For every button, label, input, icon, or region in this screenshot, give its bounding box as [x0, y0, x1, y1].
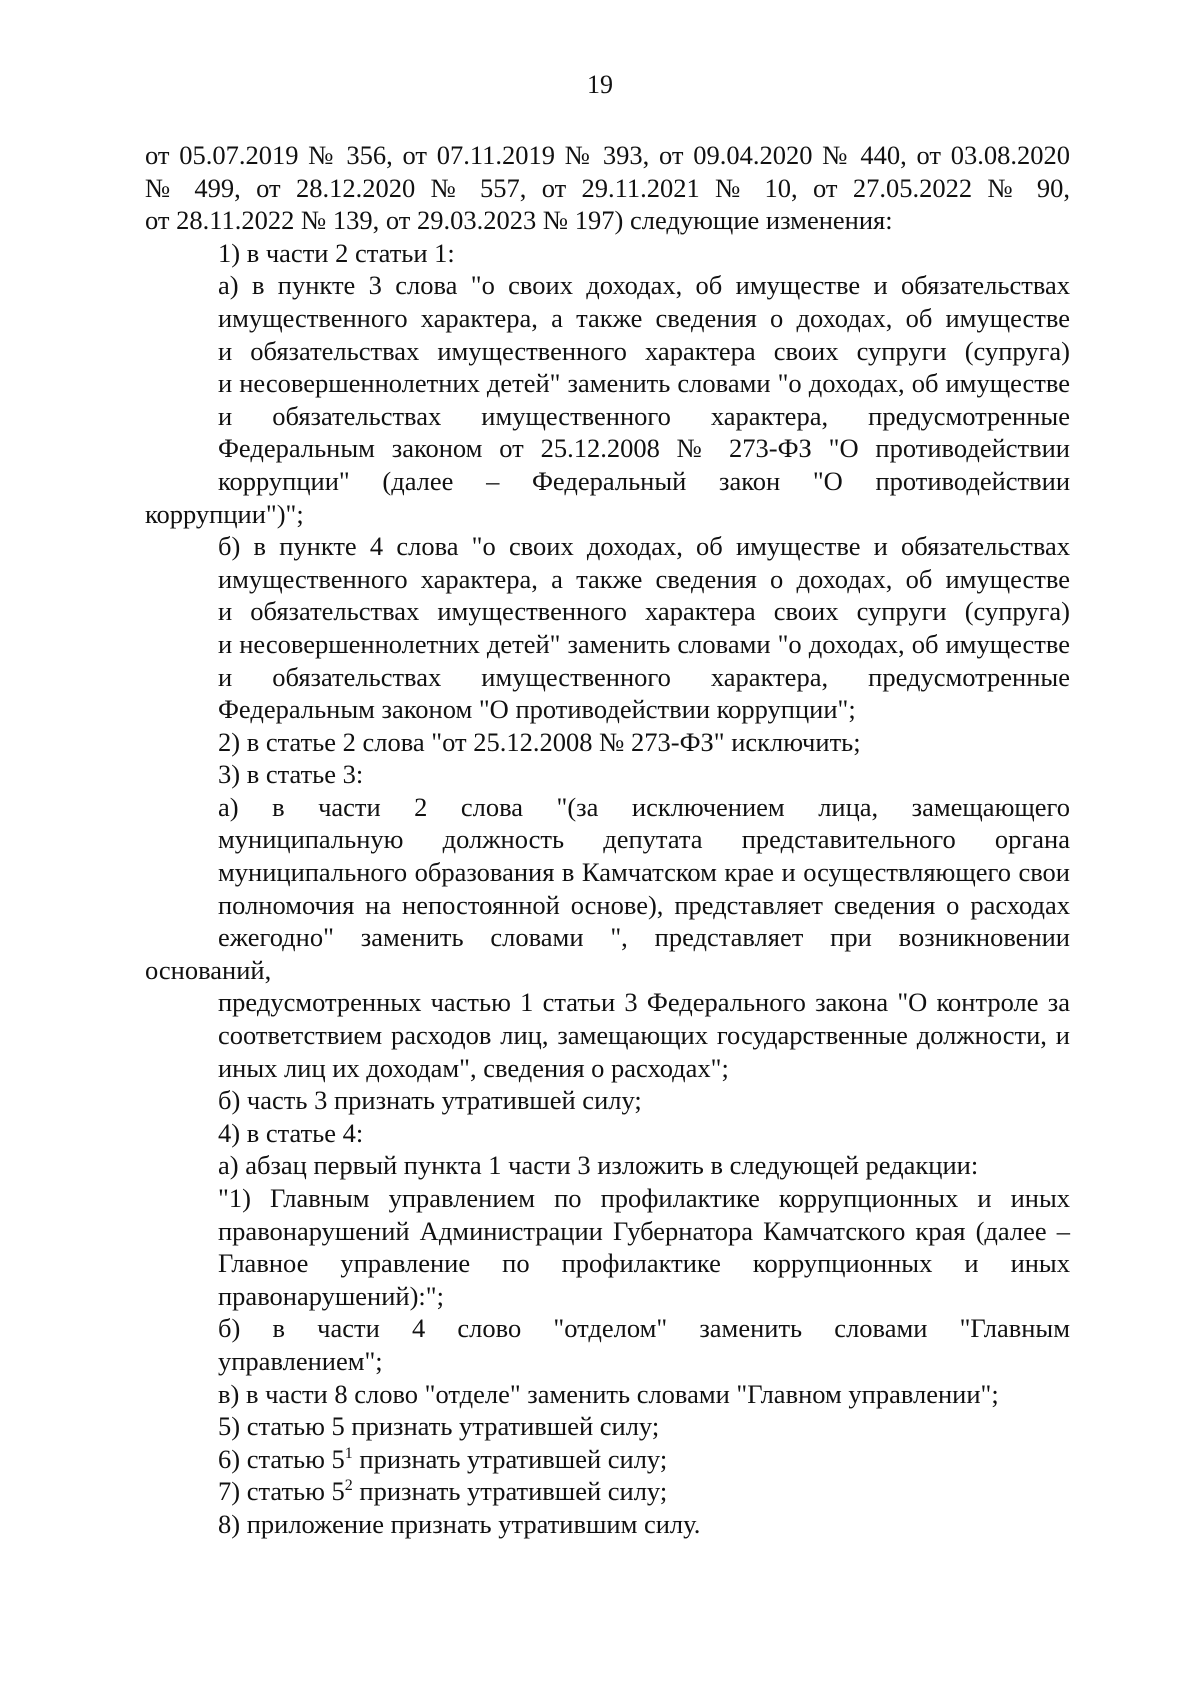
paragraph-item-4c — [145, 1378, 1070, 1411]
paragraph-item-6 — [145, 1443, 1070, 1476]
text-line: и несовершеннолетних детей" заменить словами "о доходах, об имуществе — [218, 368, 1070, 399]
paragraph-item-8 — [145, 1508, 1070, 1541]
text-line — [145, 1443, 1070, 1476]
text-line: б) в пункте 4 слова "о своих доходах, об имуществе и обязательствах — [218, 531, 1070, 562]
text-line: Федеральным законом "О противодействии коррупции"; — [218, 694, 856, 725]
text-segment: 7) статью 5 — [218, 1476, 345, 1507]
text-line: Главное управление по профилактике коррупционных и иных — [218, 1248, 1070, 1279]
paragraph-item-3a — [145, 791, 1070, 1084]
text-line: а) в пункте 3 слова "о своих доходах, об имуществе и обязательствах — [218, 270, 1070, 301]
paragraph-amendment-references — [145, 139, 1070, 237]
paragraph-item-4a — [145, 1149, 1070, 1182]
text-line: правонарушений):"; — [218, 1280, 444, 1311]
text-line: и обязательствах имущественного характера, предусмотренные — [218, 661, 1070, 692]
text-line: полномочия на непостоянной основе), представляет сведения о расходах — [218, 889, 1070, 920]
text-line: правонарушений Администрации Губернатора Камчатского края (далее – — [218, 1215, 1070, 1246]
text-line: в) в части 8 слово "отделе" заменить словами "Главном управлении"; — [218, 1378, 999, 1409]
paragraph-item-4 — [145, 1117, 1070, 1150]
text-segment: признать утратившей силу; — [352, 1476, 668, 1507]
superscript: 2 — [344, 1477, 353, 1495]
text-segment: 6) статью 5 — [218, 1443, 345, 1474]
text-line: 4) в статье 4: — [218, 1117, 364, 1148]
paragraph-item-3 — [145, 758, 1070, 791]
text-line: б) часть 3 признать утратившей силу; — [218, 1085, 642, 1116]
text-line: муниципальную должность депутата представительного органа — [218, 824, 1070, 855]
text-line: а) абзац первый пункта 1 части 3 изложить в следующей редакции: — [218, 1150, 979, 1181]
document-body — [145, 139, 1070, 1541]
superscript: 1 — [344, 1444, 353, 1462]
text-line: № 499, от 28.12.2020 № 557, от 29.11.2021 № 10, от 27.05.2022 № 90, — [145, 172, 1070, 203]
text-line: и обязательствах имущественного характера своих супруги (супруга) — [218, 596, 1070, 627]
text-line: имущественного характера, а также сведения о доходах, об имуществе — [218, 302, 1070, 333]
text-line: и обязательствах имущественного характера, предусмотренные — [218, 400, 1070, 431]
text-line: 2) в статье 2 слова "от 25.12.2008 № 273-ФЗ" исключить; — [218, 726, 861, 757]
text-line: 5) статью 5 признать утратившей силу; — [218, 1411, 660, 1442]
text-line: и несовершеннолетних детей" заменить словами "о доходах, об имуществе — [218, 628, 1070, 659]
paragraph-item-3b — [145, 1084, 1070, 1117]
text-line: 8) приложение признать утратившим силу. — [218, 1508, 701, 1539]
text-line — [145, 1475, 1070, 1508]
text-line: иных лиц их доходам", сведения о расходах"; — [218, 1052, 729, 1083]
text-line: 3) в статье 3: — [218, 759, 364, 790]
paragraph-item-5 — [145, 1410, 1070, 1443]
text-line: ежегодно" заменить словами ", представляет при возникновении оснований, — [145, 922, 1070, 985]
text-line: и обязательствах имущественного характера своих супруги (супруга) — [218, 335, 1070, 366]
paragraph-item-1b — [145, 530, 1070, 726]
text-line: Федеральным законом от 25.12.2008 № 273-ФЗ "О противодействии — [218, 433, 1070, 464]
paragraph-item-1a — [145, 269, 1070, 530]
paragraph-item-4b — [145, 1312, 1070, 1377]
text-line: соответствием расходов лиц, замещающих государственные должности, и — [218, 1020, 1070, 1051]
paragraph-item-2 — [145, 726, 1070, 759]
text-line: а) в части 2 слова "(за исключением лица, замещающего — [218, 791, 1070, 822]
text-line: коррупции" (далее – Федеральный закон "О противодействии коррупции")"; — [145, 465, 1070, 529]
text-line: 1) в части 2 статьи 1: — [218, 237, 455, 268]
page-number: 19 — [587, 70, 613, 99]
text-segment: признать утратившей силу; — [352, 1443, 668, 1474]
text-line: от 28.11.2022 № 139, от 29.03.2023 № 197) следующие изменения: — [145, 205, 893, 236]
text-line: муниципального образования в Камчатском крае и осуществляющего свои — [218, 857, 1070, 888]
paragraph-item-4a-text — [145, 1182, 1070, 1312]
text-line: имущественного характера, а также сведения о доходах, об имуществе — [218, 563, 1070, 594]
paragraph-item-1 — [145, 237, 1070, 270]
text-line: управлением"; — [218, 1345, 383, 1376]
text-line: от 05.07.2019 № 356, от 07.11.2019 № 393, от 09.04.2020 № 440, от 03.08.2020 — [145, 140, 1070, 170]
paragraph-item-7 — [145, 1475, 1070, 1508]
text-line: предусмотренных частью 1 статьи 3 Федерального закона "О контроле за — [218, 987, 1070, 1018]
text-line: "1) Главным управлением по профилактике коррупционных и иных — [218, 1183, 1070, 1213]
text-line: б) в части 4 слово "отделом" заменить словами "Главным — [218, 1313, 1070, 1344]
